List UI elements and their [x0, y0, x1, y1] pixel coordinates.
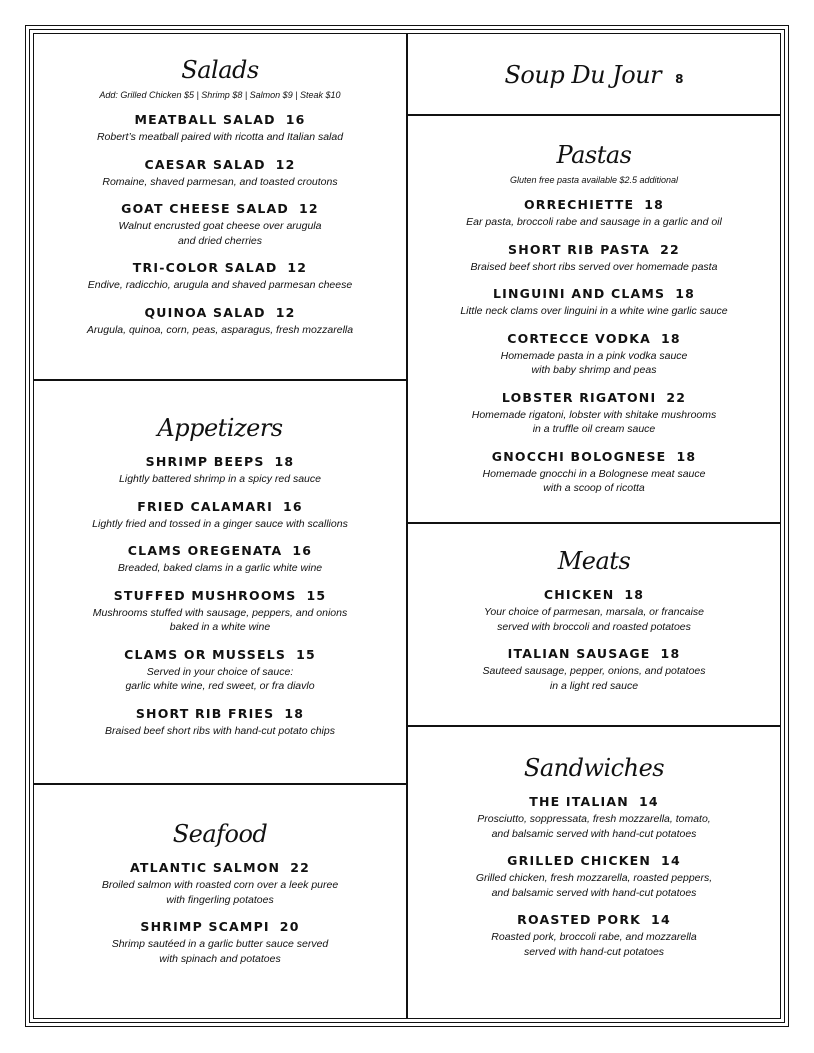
- menu-item-heading: [407, 449, 781, 464]
- menu-item-name: GOAT CHEESE SALAD: [121, 201, 290, 216]
- menu-item-heading: [33, 706, 407, 721]
- menu-item: [33, 260, 407, 293]
- menu-item-name: MEATBALL SALAD: [134, 112, 276, 127]
- menu-item-heading: [407, 912, 781, 927]
- menu-item-name: SHRIMP BEEPS: [145, 454, 265, 469]
- meats-items: [407, 587, 781, 693]
- menu-item-heading: [407, 853, 781, 868]
- salads-title: Salads: [181, 56, 259, 84]
- menu-item-name: THE ITALIAN: [529, 794, 629, 809]
- menu-item-price: 18: [284, 705, 305, 721]
- menu-item-price: 16: [292, 543, 313, 558]
- menu-item-price: 16: [285, 112, 306, 127]
- menu-item-description: Little neck clams over linguini in a white wine garlic sauce: [460, 305, 728, 317]
- pastas-section: [407, 141, 781, 496]
- menu-item-name: CORTECCE VODKA: [507, 330, 651, 346]
- menu-item-description: Your choice of parmesan, marsala, or francaise served with broccoli and roasted potatoes: [483, 606, 705, 633]
- menu-item: [33, 305, 407, 338]
- salads-add-note: Add: Grilled Chicken $5 | Shrimp $8 | Salmon $9 | Steak $10: [99, 90, 341, 100]
- divider-appetizers-seafood: [33, 783, 407, 785]
- menu-item-description: Lightly fried and tossed in a ginger sauce with scallions: [92, 517, 348, 530]
- menu-item: [33, 919, 407, 966]
- menu-item-description: Braised beef short ribs served over homemade pasta: [470, 260, 718, 273]
- menu-item-price: 22: [660, 241, 680, 257]
- menu-item: [33, 543, 407, 576]
- menu-item-price: 14: [638, 794, 659, 809]
- menu-item-price: 18: [661, 330, 681, 346]
- menu-item-price: 12: [275, 156, 296, 172]
- menu-item-heading: [33, 201, 407, 216]
- menu-item-name: ORRECHIETTE: [523, 197, 635, 212]
- menu-item-price: 22: [666, 389, 687, 405]
- menu-item-name: ITALIAN SAUSAGE: [507, 646, 651, 661]
- menu-item-price: 12: [275, 304, 296, 320]
- menu-item: [407, 646, 781, 693]
- menu-item-name: SHORT RIB FRIES: [135, 705, 275, 721]
- menu-item-heading: [33, 112, 407, 127]
- soup-title: Soup Du Jour: [504, 61, 662, 89]
- pastas-title: Pastas: [556, 141, 632, 169]
- menu-item: [407, 390, 781, 437]
- menu-item-name: LOBSTER RIGATONI: [501, 389, 657, 405]
- menu-item-heading: [407, 286, 781, 301]
- menu-item-price: 22: [290, 860, 310, 875]
- meats-title: Meats: [557, 547, 631, 575]
- menu-item-description: Prosciutto, soppressata, fresh mozzarella, tomato, and balsamic served with hand-cut potatoes: [477, 813, 711, 840]
- seafood-title: Seafood: [172, 820, 268, 848]
- menu-item-description: Mushrooms stuffed with sausage, peppers, and onions baked in a white wine: [92, 606, 348, 633]
- menu-item-name: SHORT RIB PASTA: [508, 241, 651, 257]
- menu-item-price: 15: [296, 646, 316, 662]
- menu-item: [407, 794, 781, 841]
- divider-soup-pastas: [407, 114, 781, 116]
- menu-item-price: 15: [306, 587, 327, 603]
- menu-item: [33, 706, 407, 739]
- menu-item-heading: [33, 260, 407, 275]
- menu-item: [407, 587, 781, 634]
- sandwiches-title: Sandwiches: [523, 754, 665, 782]
- menu-item-heading: [33, 647, 407, 662]
- menu-item-description: Served in your choice of sauce: garlic white wine, red sweet, or fra diavlo: [125, 665, 315, 692]
- menu-item-description: Braised beef short ribs with hand-cut potato chips: [105, 724, 335, 737]
- menu-item-name: ATLANTIC SALMON: [130, 860, 281, 875]
- menu-item-description: Arugula, quinoa, corn, peas, asparagus, fresh mozzarella: [86, 323, 354, 336]
- menu-item-price: 18: [675, 286, 696, 301]
- divider-meats-sandwiches: [407, 725, 781, 727]
- salads-items: [33, 112, 407, 337]
- menu-item: [33, 588, 407, 635]
- menu-item-heading: [33, 588, 407, 603]
- menu-item-heading: [33, 860, 407, 875]
- menu-item-description: Sauteed sausage, pepper, onions, and potatoes in a light red sauce: [482, 665, 706, 692]
- menu-item-description: Breaded, baked clams in a garlic white wine: [117, 562, 323, 574]
- menu-item-heading: [407, 646, 781, 661]
- divider-pastas-meats: [407, 522, 781, 524]
- menu-item-heading: [33, 454, 407, 469]
- menu-item-price: 18: [624, 587, 645, 602]
- menu-item: [407, 912, 781, 959]
- menu-item-name: CHICKEN: [543, 587, 615, 602]
- pastas-gluten-note: Gluten free pasta available $2.5 additional: [509, 175, 679, 185]
- menu-item: [407, 449, 781, 496]
- menu-item-description: Homemade pasta in a pink vodka sauce with baby shrimp and peas: [500, 349, 688, 376]
- menu-item-description: Lightly battered shrimp in a spicy red sauce: [119, 473, 321, 485]
- menu-item-heading: [33, 543, 407, 558]
- menu-item-price: 14: [651, 912, 671, 927]
- appetizers-title: Appetizers: [157, 414, 283, 442]
- menu-item-price: 18: [274, 454, 295, 469]
- menu-item-name: LINGUINI AND CLAMS: [492, 286, 666, 301]
- menu-item-heading: [407, 331, 781, 346]
- menu-item-description: Grilled chicken, fresh mozzarella, roasted peppers, and balsamic served with hand-cut potatoes: [475, 872, 713, 899]
- appetizers-items: [33, 454, 407, 738]
- menu-item-description: Roasted pork, broccoli rabe, and mozzarella served with hand-cut potatoes: [491, 931, 697, 958]
- menu-item-heading: [407, 587, 781, 602]
- menu-item-name: CLAMS OR MUSSELS: [124, 646, 287, 662]
- menu-item: [407, 853, 781, 900]
- sandwiches-section: [407, 754, 781, 959]
- menu-item-name: SHRIMP SCAMPI: [140, 919, 270, 934]
- menu-item: [33, 860, 407, 907]
- menu-item: [33, 454, 407, 487]
- menu-item-heading: [33, 499, 407, 514]
- menu-item-description: Shrimp sautéed in a garlic butter sauce served with spinach and potatoes: [111, 938, 329, 965]
- menu-item-description: Homemade gnocchi in a Bolognese meat sauce with a scoop of ricotta: [482, 467, 706, 494]
- menu-item-price: 20: [279, 919, 300, 934]
- seafood-section: [33, 820, 407, 966]
- meats-section: [407, 547, 781, 693]
- appetizers-section: [33, 414, 407, 738]
- salads-section: [33, 56, 407, 337]
- menu-item-heading: [33, 919, 407, 934]
- menu-item-price: 16: [282, 498, 303, 514]
- menu-item-name: TRI-COLOR SALAD: [132, 260, 278, 275]
- menu-item-description: Walnut encrusted goat cheese over arugula and dried cherries: [118, 220, 322, 247]
- menu-item-name: GNOCCHI BOLOGNESE: [491, 448, 667, 464]
- divider-salads-appetizers: [33, 379, 407, 381]
- menu-item-heading: [407, 794, 781, 809]
- menu-item-heading: [33, 305, 407, 320]
- menu-item-name: STUFFED MUSHROOMS: [113, 587, 297, 603]
- menu-item-price: 18: [676, 448, 697, 464]
- menu-item: [407, 286, 781, 319]
- menu-item-heading: [33, 157, 407, 172]
- menu-item-name: GRILLED CHICKEN: [507, 853, 652, 868]
- menu-item: [33, 201, 407, 248]
- menu-item-name: FRIED CALAMARI: [137, 498, 273, 514]
- menu-item-description: Robert’s meatball paired with ricotta and Italian salad: [96, 131, 344, 143]
- menu-item: [33, 157, 407, 190]
- soup-price: 8: [675, 71, 684, 86]
- menu-item-heading: [407, 390, 781, 405]
- menu-item: [33, 647, 407, 694]
- menu-item-name: CLAMS OREGENATA: [127, 543, 283, 558]
- menu-item: [407, 331, 781, 378]
- seafood-items: [33, 860, 407, 966]
- sandwiches-items: [407, 794, 781, 959]
- menu-item-description: Endive, radicchio, arugula and shaved parmesan cheese: [87, 279, 353, 291]
- menu-item-heading: [407, 242, 781, 257]
- menu-item-name: CAESAR SALAD: [144, 156, 266, 172]
- menu-item-heading: [407, 197, 781, 212]
- menu-item-name: ROASTED PORK: [517, 912, 642, 927]
- menu-item-name: QUINOA SALAD: [144, 304, 266, 320]
- menu-item-description: Ear pasta, broccoli rabe and sausage in a garlic and oil: [466, 216, 722, 228]
- menu-item: [407, 197, 781, 230]
- menu-item: [33, 499, 407, 532]
- menu-item: [33, 112, 407, 145]
- menu-item-description: Romaine, shaved parmesan, and toasted croutons: [102, 175, 338, 188]
- menu-item-price: 18: [644, 197, 665, 212]
- menu-item-price: 18: [660, 646, 681, 661]
- menu-item: [407, 242, 781, 275]
- menu-item-description: Homemade rigatoni, lobster with shitake mushrooms in a truffle oil cream sauce: [471, 408, 717, 435]
- menu-item-price: 14: [661, 853, 681, 868]
- menu-item-price: 12: [287, 260, 308, 275]
- menu-item-description: Broiled salmon with roasted corn over a leek puree with fingerling potatoes: [101, 879, 339, 906]
- menu-item-price: 12: [299, 201, 319, 216]
- pastas-items: [407, 197, 781, 496]
- soup-section: [407, 61, 781, 89]
